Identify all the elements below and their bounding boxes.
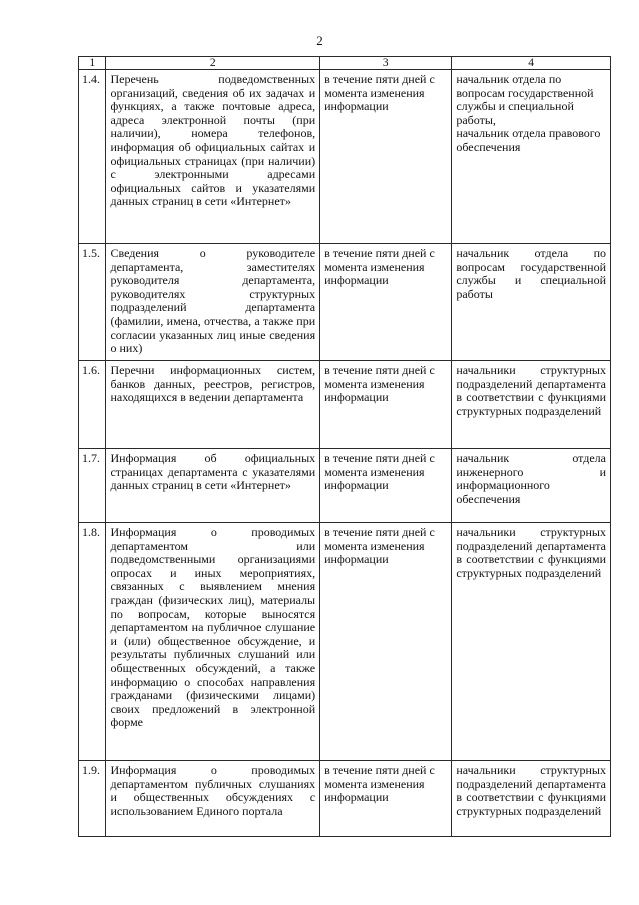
row-responsible: начальник отдела инженерного и информационного обеспечения [452,449,611,523]
row-information: Информация о проводимых департаментом публичных слушаниях и общественных обсуждениях с использованием Единого портала [106,761,320,837]
row-number: 1.7. [79,449,106,523]
table-row [79,361,611,449]
row-responsible: начальник отдела по вопросам государственной службы и специальной работы [452,244,611,361]
table-row [79,244,611,361]
row-term: в течение пяти дней с момента изменения информации [320,523,452,761]
row-term: в течение пяти дней с момента изменения информации [320,761,452,837]
header-col-4: 4 [452,57,611,70]
table-row [79,449,611,523]
table-header-row [79,57,611,70]
row-term: в течение пяти дней с момента изменения информации [320,244,452,361]
row-term: в течение пяти дней с момента изменения информации [320,449,452,523]
row-responsible: начальник отдела по вопросам государственной службы и специальной работы, начальник отдела правового обеспечения [452,70,611,244]
row-information: Информация о проводимых департаментом или подведомственными организациями опросах и иных мероприятиях, связанных с выявлением мнения граждан (физических лиц), материалы по вопросам, которые выносятся департаментом на публичное слушание и (или) общественное обсуждение, и результаты публичных слушаний или общественных обсуждений, а также информацию о способах направления гражданами (физическими лицами) своих предложений в электронной форме [106,523,320,761]
header-col-1: 1 [79,57,106,70]
row-term: в течение пяти дней с момента изменения информации [320,361,452,449]
row-responsible: начальники структурных подразделений департамента в соответствии с функциями структурных подразделений [452,761,611,837]
row-term: в течение пяти дней с момента изменения информации [320,70,452,244]
header-col-3: 3 [320,57,452,70]
row-information: Информация об официальных страницах департамента с указателями данных страниц в сети «Интернет» [106,449,320,523]
row-information: Перечни информационных систем, банков данных, реестров, регистров, находящихся в ведении департамента [106,361,320,449]
page-number: 2 [316,33,323,48]
table-row [79,523,611,761]
row-number: 1.5. [79,244,106,361]
header-col-2: 2 [106,57,320,70]
row-responsible: начальники структурных подразделений департамента в соответствии с функциями структурных подразделений [452,523,611,761]
row-number: 1.8. [79,523,106,761]
row-information: Сведения о руководителе департамента, заместителях руководителя департамента, руководителях структурных подразделений департамента (фамилии, имена, отчества, а также при согласии указанных лиц иные сведения о них) [106,244,320,361]
row-responsible: начальники структурных подразделений департамента в соответствии с функциями структурных подразделений [452,361,611,449]
row-number: 1.6. [79,361,106,449]
row-number: 1.4. [79,70,106,244]
table-row [79,70,611,244]
document-table [78,56,611,837]
row-number: 1.9. [79,761,106,837]
table-row [79,761,611,837]
row-information: Перечень подведомственных организаций, сведения об их задачах и функциях, а также почтовые адреса, адреса электронной почты (при наличии), номера телефонов, информация об официальных сайтах и официальных страницах (при наличии) с электронными адресами официальных сайтов и указателями данных страниц в сети «Интернет» [106,70,320,244]
